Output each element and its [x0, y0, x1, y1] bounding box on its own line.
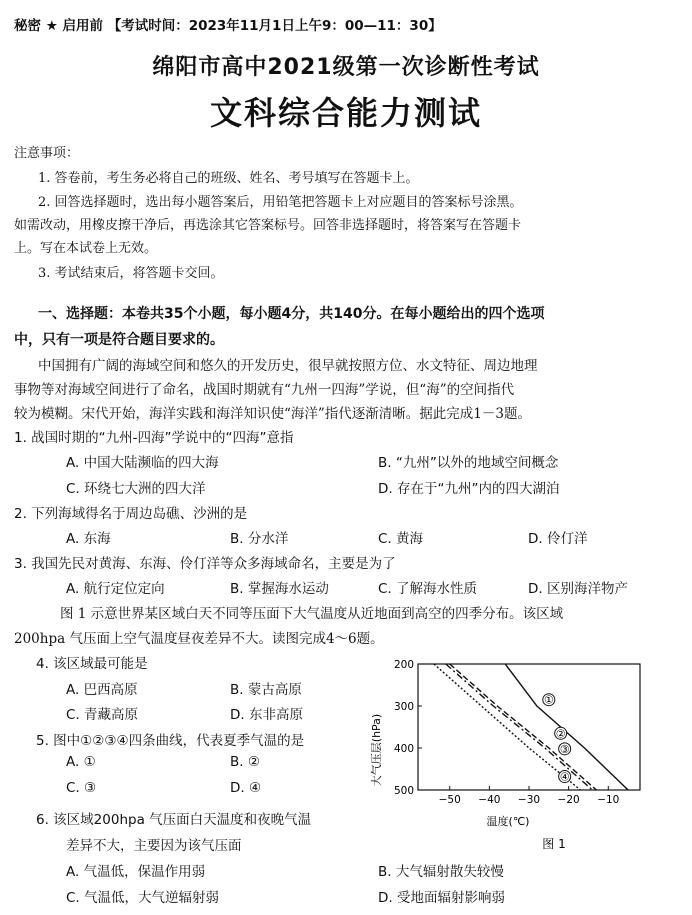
notice-item-2-line-2: 如需改动，用橡皮擦干净后，再选涂其它答案标号。回答非选择题时，将答案写在答题卡 [14, 218, 522, 233]
question-5-option-c: C. ③ [66, 780, 97, 796]
question-1-stem: 1. 战国时期的“九州-四海”学说中的“四海”意指 [14, 430, 294, 446]
notice-item-3: 3. 考试结束后，将答题卡交回。 [38, 266, 224, 281]
question-5-option-d: D. ④ [230, 780, 262, 796]
question-3-option-c: C. 了解海水性质 [378, 581, 478, 597]
passage-2-line-2: 200hpa 气压面上空气温度昼夜差异不大。读图完成4～6题。 [14, 631, 384, 647]
question-3-option-d: D. 区别海洋物产 [528, 581, 628, 597]
passage-1-line-3: 较为模糊。宋代开始，海洋实践和海洋知识使“海洋”指代逐渐清晰。据此完成1－3题。 [14, 406, 531, 422]
x-tick-label: −20 [557, 794, 580, 806]
question-5-stem: 5. 图中①②③④四条曲线，代表夏季气温的是 [36, 733, 305, 749]
question-4-option-b: B. 蒙古高原 [230, 682, 302, 698]
question-6-option-a: A. 气温低，保温作用弱 [66, 864, 206, 880]
series-line-2 [450, 664, 597, 790]
subject-title: 文科综合能力测试 [209, 94, 482, 132]
temperature-pressure-chart [368, 650, 658, 856]
y-tick-label: 500 [393, 785, 414, 797]
question-3-option-b: B. 掌握海水运动 [230, 581, 329, 597]
curve-label: ④ [559, 770, 570, 784]
passage-1-line-1: 中国拥有广阔的海域空间和悠久的开发历史，很早就按照方位、水文特征、周边地理 [38, 358, 538, 374]
x-tick-label: −40 [478, 794, 501, 806]
curve-label: ③ [559, 742, 570, 756]
passage-1-line-2: 事物等对海域空间进行了命名，战国时期就有“九州一四海”学说，但“海”的空间指代 [14, 382, 515, 398]
question-1-option-d: D. 存在于“九州”内的四大湖泊 [378, 481, 560, 497]
question-6-option-c: C. 气温低，大气逆辐射弱 [66, 890, 220, 906]
question-6-stem-line-1: 6. 该区域200hpa 气压面白天温度和夜晚气温 [36, 812, 312, 828]
y-tick-label: 400 [393, 743, 414, 755]
question-4-option-d: D. 东非高原 [230, 707, 303, 723]
question-4-option-a: A. 巴西高原 [66, 682, 138, 698]
y-axis-label: 大气压层(hPa) [370, 713, 383, 787]
figure-caption: 图 1 [542, 837, 566, 851]
question-3-stem: 3. 我国先民对黄海、东海、伶仃洋等众多海域命名，主要是为了 [14, 556, 396, 572]
x-tick-label: −50 [438, 794, 461, 806]
notice-item-2-line-3: 上。写在本试卷上无效。 [14, 241, 158, 256]
curve-label: ② [555, 727, 566, 741]
chart-axes [394, 659, 640, 806]
question-1-option-c: C. 环绕七大洲的四大洋 [66, 481, 206, 497]
chart-labels [543, 694, 571, 784]
exam-header-line: 秘密 ★ 启用前 【考试时间：2023年11月1日上午9：00—11：30】 [14, 18, 442, 34]
question-1-option-b: B. “九州”以外的地域空间概念 [378, 455, 559, 471]
passage-2-line-1: 图 1 示意世界某区域白天不同等压面下大气温度从近地面到高空的四季分布。该区域 [60, 606, 564, 622]
x-tick-label: −10 [597, 794, 620, 806]
y-tick-label: 200 [393, 659, 414, 671]
question-4-stem: 4. 该区域最可能是 [36, 656, 148, 672]
notice-item-1: 1. 答卷前，考生务必将自己的班级、姓名、考号填写在答题卡上。 [38, 171, 419, 186]
chart-series [434, 664, 628, 790]
notice-heading: 注意事项： [14, 146, 80, 161]
question-1-option-a: A. 中国大陆濒临的四大海 [66, 455, 219, 471]
question-2-option-c: C. 黄海 [378, 531, 424, 547]
question-4-option-c: C. 青藏高原 [66, 707, 139, 723]
section-heading-line-1: 一、选择题：本卷共35个小题，每小题4分，共140分。在每小题给出的四个选项 [38, 306, 545, 322]
notice-item-2-line-1: 2. 回答选择题时，选出每小题答案后，用铅笔把答题卡上对应题目的答案标号涂黑。 [38, 195, 523, 210]
curve-label: ① [543, 693, 554, 707]
question-2-option-a: A. 东海 [66, 531, 111, 547]
section-heading-line-2: 中，只有一项是符合题目要求的。 [14, 332, 224, 348]
question-3-option-a: A. 航行定位定向 [66, 581, 165, 597]
question-5-option-b: B. ② [230, 754, 260, 770]
plot-frame [418, 664, 640, 790]
question-6-option-b: B. 大气辐射散失较慢 [378, 864, 504, 880]
question-6-option-d: D. 受地面辐射影响弱 [378, 890, 505, 906]
x-axis-label: 温度(℃) [486, 815, 530, 828]
exam-title: 绵阳市高中2021级第一次诊断性考试 [152, 55, 540, 80]
y-tick-label: 300 [393, 701, 414, 713]
question-2-option-b: B. 分水洋 [230, 531, 289, 547]
question-6-stem-line-2: 差异不大，主要因为该气压面 [66, 838, 242, 854]
x-tick-label: −30 [517, 794, 541, 806]
question-5-option-a: A. ① [66, 754, 96, 770]
question-2-stem: 2. 下列海域得名于周边岛礁、沙洲的是 [14, 506, 248, 522]
question-2-option-d: D. 伶仃洋 [528, 531, 588, 547]
